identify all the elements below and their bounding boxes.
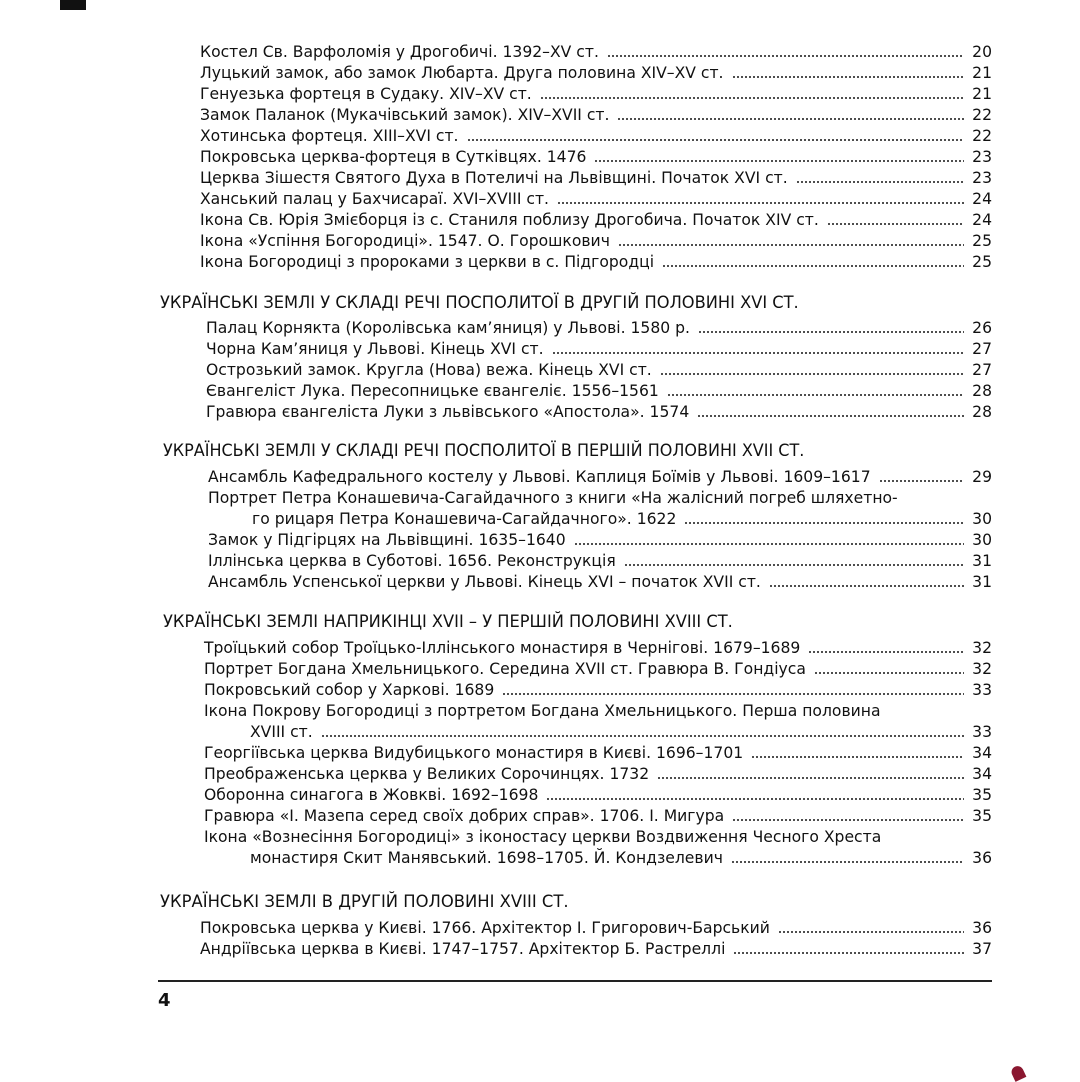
dot-leader	[617, 118, 964, 120]
toc-entry-title: Ансамбль Кафедрального костелу у Львові. Каплиця Боїмів у Львові. 1609–1617	[208, 468, 871, 486]
toc-entry-page: 32	[972, 660, 992, 678]
dot-leader	[732, 819, 964, 821]
toc-entry-page: 29	[972, 468, 992, 486]
toc-entry-page: 22	[972, 106, 992, 124]
footer-rule	[158, 980, 992, 982]
dot-leader	[502, 693, 964, 695]
dot-leader	[732, 76, 964, 78]
toc-entry[interactable]	[200, 147, 992, 167]
toc-entry[interactable]	[208, 530, 992, 550]
toc-entry[interactable]	[200, 84, 992, 104]
dot-leader	[321, 735, 964, 737]
toc-entry-title: Луцький замок, або замок Любарта. Друга половина XIV–XV ст.	[200, 64, 724, 82]
toc-entry[interactable]	[250, 722, 992, 742]
toc-entry[interactable]	[200, 939, 992, 959]
toc-entry[interactable]	[204, 638, 992, 658]
toc-entry[interactable]	[200, 168, 992, 188]
dot-leader	[594, 160, 964, 162]
toc-entry-page: 22	[972, 127, 992, 145]
dot-leader	[467, 139, 965, 141]
toc-entry-title: Ханський палац у Бахчисараї. XVI–XVIII ст.	[200, 190, 549, 208]
toc-entry-title: Костел Св. Варфоломія у Дрогобичі. 1392–XV ст.	[200, 43, 599, 61]
toc-entry[interactable]	[200, 918, 992, 938]
toc-entry-title: Церква Зішестя Святого Духа в Потеличі на Львівщині. Початок XVI ст.	[200, 169, 788, 187]
dot-leader	[662, 265, 964, 267]
dot-leader	[769, 585, 964, 587]
toc-entry-page: 25	[972, 253, 992, 271]
toc-entry[interactable]	[206, 360, 992, 380]
toc-entry-title: Гравюра «І. Мазепа серед своїх добрих справ». 1706. І. Мигура	[204, 807, 725, 825]
toc-entry[interactable]	[208, 551, 992, 571]
toc-entry-title: Замок у Підгірцях на Львівщині. 1635–1640	[208, 531, 566, 549]
toc-entry-page: 25	[972, 232, 992, 250]
dot-leader	[607, 55, 964, 57]
toc-entry-title: Андріївська церква в Києві. 1747–1757. Архітектор Б. Растреллі	[200, 940, 726, 958]
toc-entry-page: 33	[972, 681, 992, 699]
toc-entry[interactable]	[250, 848, 992, 868]
toc-entry-title: XVIII ст.	[250, 723, 313, 741]
toc-entry[interactable]	[204, 764, 992, 784]
toc-entry-page: 37	[972, 940, 992, 958]
dot-leader	[574, 543, 964, 545]
dot-leader	[879, 480, 964, 482]
toc-entry-page: 30	[972, 531, 992, 549]
toc-entry-page: 34	[972, 744, 992, 762]
toc-entry-page: 20	[972, 43, 992, 61]
toc-entry-title: Троїцький собор Троїцько-Іллінського монастиря в Чернігові. 1679–1689	[204, 639, 801, 657]
toc-entry-page: 36	[972, 849, 992, 867]
toc-entry[interactable]	[208, 572, 992, 592]
toc-entry-page: 31	[972, 552, 992, 570]
dot-leader	[552, 352, 964, 354]
toc-entry-title: Ікона «Успіння Богородиці». 1547. О. Горошкович	[200, 232, 610, 250]
toc-entry-page: 34	[972, 765, 992, 783]
toc-entry-page: 28	[972, 382, 992, 400]
dot-leader	[546, 798, 964, 800]
section-heading: УКРАЇНСЬКІ ЗЕМЛІ НАПРИКІНЦІ XVII – У ПЕРШІЙ ПОЛОВИНІ XVIII СТ.	[163, 612, 733, 632]
toc-entry-title: Замок Паланок (Мукачівський замок). XIV–XVII ст.	[200, 106, 610, 124]
dot-leader	[808, 651, 964, 653]
toc-entry[interactable]	[200, 105, 992, 125]
page-number: 4	[158, 990, 171, 1011]
toc-entry-title: Гравюра євангеліста Луки з львівського «Апостола». 1574	[206, 403, 690, 421]
toc-entry-title-line1: Портрет Петра Конашевича-Сагайдачного з книги «На жалісний погреб шляхетно-	[208, 489, 898, 507]
dot-leader	[751, 756, 964, 758]
toc-entry[interactable]	[204, 806, 992, 826]
dot-leader	[731, 861, 964, 863]
toc-entry-title-line1: Ікона Покрову Богородиці з портретом Богдана Хмельницького. Перша половина	[204, 702, 881, 720]
dot-leader	[698, 331, 964, 333]
toc-entry-page: 27	[972, 340, 992, 358]
section-heading: УКРАЇНСЬКІ ЗЕМЛІ У СКЛАДІ РЕЧІ ПОСПОЛИТОЇ В ДРУГІЙ ПОЛОВИНІ XVI СТ.	[160, 293, 799, 313]
toc-entry-title: Покровська церква-фортеця в Сутківцях. 1476	[200, 148, 587, 166]
dot-leader	[660, 373, 964, 375]
toc-entry[interactable]	[206, 318, 992, 338]
toc-entry-page: 33	[972, 723, 992, 741]
dot-leader	[778, 931, 964, 933]
toc-entry[interactable]	[208, 467, 992, 487]
toc-entry-page: 21	[972, 85, 992, 103]
toc-entry-page: 24	[972, 211, 992, 229]
dot-leader	[540, 97, 964, 99]
dot-leader	[814, 672, 964, 674]
toc-entry-page: 27	[972, 361, 992, 379]
toc-entry-title: го рицаря Петра Конашевича-Сагайдачного». 1622	[252, 510, 677, 528]
section-heading: УКРАЇНСЬКІ ЗЕМЛІ У СКЛАДІ РЕЧІ ПОСПОЛИТОЇ В ПЕРШІЙ ПОЛОВИНІ XVII СТ.	[163, 441, 805, 461]
toc-entry[interactable]	[204, 659, 992, 679]
toc-entry[interactable]	[200, 63, 992, 83]
toc-entry-title: Хотинська фортеця. XIII–XVI ст.	[200, 127, 459, 145]
toc-entry-title: Євангеліст Лука. Пересопницьке євангеліє. 1556–1561	[206, 382, 659, 400]
toc-entry-page: 26	[972, 319, 992, 337]
toc-entry-page: 23	[972, 148, 992, 166]
toc-entry[interactable]	[200, 252, 992, 272]
toc-entry[interactable]	[206, 381, 992, 401]
toc-entry-page: 23	[972, 169, 992, 187]
toc-entry-title: Генуезька фортеця в Судаку. XIV–XV ст.	[200, 85, 532, 103]
toc-entry-page: 31	[972, 573, 992, 591]
toc-entry-title: Оборонна синагога в Жовкві. 1692–1698	[204, 786, 539, 804]
toc-entry[interactable]	[200, 126, 992, 146]
toc-entry-title: Покровський собор у Харкові. 1689	[204, 681, 495, 699]
toc-entry-title-line1: Ікона «Вознесіння Богородиці» з іконостасу церкви Воздвиження Чесного Хреста	[204, 828, 882, 846]
toc-entry[interactable]	[200, 189, 992, 209]
toc-entry[interactable]	[206, 402, 992, 422]
dot-leader	[684, 522, 964, 524]
toc-entry[interactable]	[204, 743, 992, 763]
toc-entry[interactable]	[204, 680, 992, 700]
toc-entry-title: Ікона Богородиці з пророками з церкви в с. Підгородці	[200, 253, 655, 271]
toc-entry-title: Покровська церква у Києві. 1766. Архітектор І. Григорович-Барський	[200, 919, 770, 937]
toc-entry[interactable]	[200, 231, 992, 251]
dot-leader	[667, 394, 964, 396]
dot-leader	[827, 223, 964, 225]
dot-leader	[733, 952, 964, 954]
toc-entry-page: 35	[972, 786, 992, 804]
toc-entry-page: 24	[972, 190, 992, 208]
toc-entry-title: Ікона Св. Юрія Змієборця із с. Станиля поблизу Дрогобича. Початок XIV ст.	[200, 211, 819, 229]
toc-entry-title: Ансамбль Успенської церкви у Львові. Кінець XVI – початок XVII ст.	[208, 573, 761, 591]
dot-leader	[657, 777, 964, 779]
toc-entry-title: Портрет Богдана Хмельницького. Середина XVII ст. Гравюра В. Гондіуса	[204, 660, 806, 678]
toc-entry-title: Палац Корнякта (Королівська кам’яниця) у Львові. 1580 р.	[206, 319, 691, 337]
toc-entry[interactable]	[204, 785, 992, 805]
dot-leader	[697, 415, 964, 417]
toc-entry-page: 30	[972, 510, 992, 528]
toc-entry[interactable]	[252, 509, 992, 529]
toc-entry-title: Чорна Кам’яниця у Львові. Кінець XVI ст.	[206, 340, 544, 358]
toc-entry-page: 36	[972, 919, 992, 937]
toc-entry-title: Георгіївська церква Видубицького монастиря в Києві. 1696–1701	[204, 744, 744, 762]
toc-entry[interactable]	[206, 339, 992, 359]
toc-entry[interactable]	[200, 42, 992, 62]
toc-entry[interactable]	[200, 210, 992, 230]
toc-entry-title: Преображенська церква у Великих Сорочинцях. 1732	[204, 765, 650, 783]
toc-entry-page: 35	[972, 807, 992, 825]
dot-leader	[796, 181, 964, 183]
toc-entry-page: 21	[972, 64, 992, 82]
dot-leader	[624, 564, 964, 566]
section-heading: УКРАЇНСЬКІ ЗЕМЛІ В ДРУГІЙ ПОЛОВИНІ XVIII СТ.	[160, 892, 569, 912]
toc-entry-title: Острозький замок. Кругла (Нова) вежа. Кінець XVI ст.	[206, 361, 652, 379]
toc-entry-page: 28	[972, 403, 992, 421]
dot-leader	[618, 244, 964, 246]
toc-entry-title: монастиря Скит Манявський. 1698–1705. Й. Кондзелевич	[250, 849, 723, 867]
toc-entry-page: 32	[972, 639, 992, 657]
toc-entry-title: Іллінська церква в Суботові. 1656. Реконструкція	[208, 552, 616, 570]
dot-leader	[557, 202, 964, 204]
